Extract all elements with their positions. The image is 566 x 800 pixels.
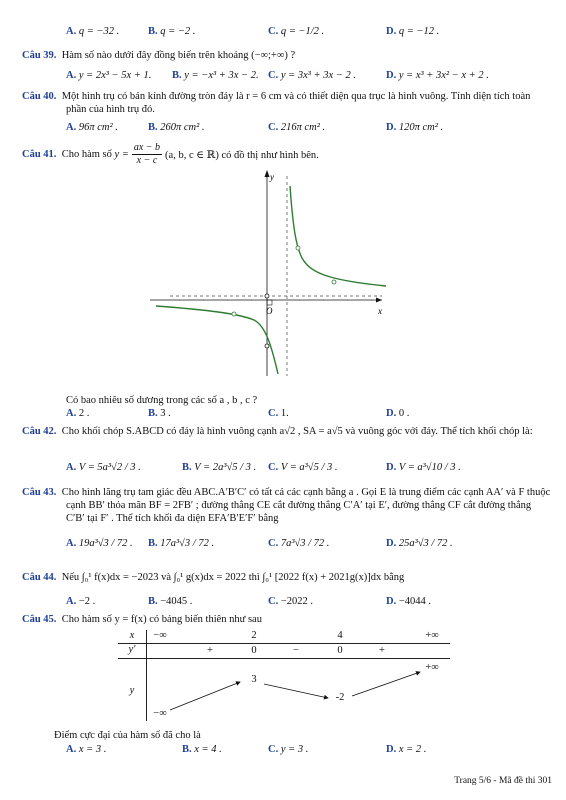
option-letter: D. (386, 70, 397, 81)
x-value: +∞ (425, 630, 439, 641)
option-text: V = a³√10 / 3 . (398, 462, 461, 473)
option-text: 96π cm² . (78, 122, 118, 133)
option-text: x = 4 . (194, 744, 222, 755)
question-41 (22, 142, 319, 167)
option-letter: C. (268, 122, 279, 133)
graph-point (296, 246, 300, 250)
fraction-numerator: ax − b (133, 142, 161, 153)
option-text: 7a³√3 / 72 . (280, 538, 330, 549)
row-label-y: y (129, 685, 135, 696)
option-letter: A. (66, 26, 77, 37)
q38-option-d[interactable] (386, 26, 439, 37)
q40-option-d[interactable] (386, 122, 443, 133)
q39-option-a[interactable] (66, 70, 151, 81)
q39-option-b[interactable] (172, 70, 259, 81)
x-value: 2 (251, 630, 257, 641)
option-letter: D. (386, 596, 397, 607)
graph-branch-right (290, 186, 386, 286)
yp-sign: + (379, 645, 385, 656)
option-letter: D. (386, 408, 397, 419)
option-text: 2 . (78, 408, 90, 419)
question-text: Nếu ∫₀¹ f(x)dx = −2023 và ∫₀¹ g(x)dx = 2022 thì ∫₀¹ [2022 f(x) + 2021g(x)]dx bằng (61, 572, 405, 583)
option-text: 216π cm² . (280, 122, 326, 133)
y-value: 3 (251, 674, 257, 685)
option-letter: B. (148, 408, 158, 419)
q43-option-a[interactable] (66, 538, 133, 549)
q40-option-c[interactable] (268, 122, 325, 133)
arrow-up (352, 672, 420, 696)
option-letter: D. (386, 462, 397, 473)
graph-point (265, 344, 269, 348)
q45-option-d[interactable] (386, 744, 426, 755)
option-letter: D. (386, 122, 397, 133)
y-axis-arrow (265, 170, 270, 177)
option-text: −2 . (78, 596, 96, 607)
option-text: V = 2a³√5 / 3 . (194, 462, 257, 473)
option-letter: B. (182, 744, 192, 755)
formula-y: y = (114, 149, 129, 160)
q38-option-c[interactable] (268, 26, 324, 37)
graph-point (232, 312, 236, 316)
q44-option-a[interactable] (66, 596, 95, 607)
option-letter: C. (268, 462, 279, 473)
option-letter: A. (66, 70, 77, 81)
variation-table (118, 630, 450, 721)
yp-sign: + (207, 645, 213, 656)
option-text: V = a³√5 / 3 . (280, 462, 338, 473)
question-text: Cho khối chóp S.ABCD có đáy là hình vuông cạnh a√2 , SA = a√5 và vuông góc với đáy. Thể tích khối chóp là: (61, 426, 533, 437)
question-44 (22, 572, 404, 583)
q41-subquestion (66, 395, 257, 406)
option-text: 120π cm² . (398, 122, 444, 133)
option-letter: D. (386, 26, 397, 37)
question-42 (22, 425, 552, 438)
option-letter: B. (172, 70, 182, 81)
question-label: Câu 40. (22, 91, 57, 102)
option-letter: A. (66, 462, 77, 473)
question-45 (22, 614, 262, 625)
y-value: −∞ (153, 708, 167, 719)
q38-option-a[interactable] (66, 26, 119, 37)
question-39 (22, 50, 295, 61)
option-letter: D. (386, 744, 397, 755)
q42-option-c[interactable] (268, 462, 337, 473)
question-text-after: (a, b, c ∈ ℝ) có đồ thị như hình bên. (165, 149, 319, 161)
option-letter: B. (148, 596, 158, 607)
q44-option-c[interactable] (268, 596, 313, 607)
q40-option-b[interactable] (148, 122, 205, 133)
question-text: Cho hàm số y = f(x) có bảng biến thiên như sau (61, 614, 262, 625)
y-axis-label: y (270, 172, 274, 182)
option-letter: C. (268, 70, 279, 81)
question-text: Cho hình lăng trụ tam giác đều ABC.A′B′C′ có tất cả các cạnh bằng a . Gọi E là trung điểm các cạnh AA′ và F thuộc cạnh BB′ thỏa mãn BF = 2FB′ ; đường thẳng CE cắt đường thẳng C′A′ tại E′, đường thẳng CF cắt đường thẳng C′B′ tại F′ . Thể tích khối đa diện EFA′B′E′F′ bằng (61, 487, 551, 524)
option-text: 260π cm² . (160, 122, 205, 133)
option-text: x = 2 . (398, 744, 427, 755)
q39-option-d[interactable] (386, 70, 489, 81)
option-letter: C. (268, 744, 279, 755)
question-text: Một hình trụ có bán kính đường tròn đáy là r = 6 cm và có thiết diện qua trục là hình vuông. Tính diện tích toàn phần của hình trụ đó. (61, 91, 531, 115)
option-letter: A. (66, 122, 77, 133)
row-label-yp: y′ (128, 644, 136, 655)
option-text: y = 2x³ − 5x + 1. (78, 70, 152, 81)
x-value: −∞ (153, 630, 167, 641)
option-letter: C. (268, 26, 279, 37)
origin-label: O (266, 306, 273, 316)
question-label: Câu 41. (22, 149, 57, 160)
q44-option-d[interactable] (386, 596, 431, 607)
graph-branch-left (156, 306, 278, 374)
question-label: Câu 39. (22, 50, 57, 61)
option-letter: A. (66, 538, 77, 549)
question-label: Câu 44. (22, 572, 57, 583)
option-text: q = −32 . (78, 26, 120, 37)
q43-option-c[interactable] (268, 538, 329, 549)
question-text: Hàm số nào dưới đây đồng biến trên khoảng (−∞;+∞) ? (61, 50, 296, 61)
y-value: -2 (335, 692, 345, 703)
graph-point (265, 294, 269, 298)
q41-option-d[interactable] (386, 408, 409, 419)
variation-arrows (118, 630, 450, 721)
question-label: Câu 42. (22, 426, 57, 437)
origin-marker (267, 300, 272, 305)
option-text: 0 . (398, 408, 410, 419)
option-text: −4044 . (398, 596, 432, 607)
option-text: q = −1/2 . (280, 26, 325, 37)
x-value: 4 (337, 630, 343, 641)
q44-option-b[interactable] (148, 596, 192, 607)
subquestion-text: Có bao nhiêu số dương trong các số a , b , c ? (66, 395, 258, 406)
yp-zero: 0 (337, 645, 343, 656)
q43-option-d[interactable] (386, 538, 453, 549)
option-text: −2022 . (280, 596, 314, 607)
option-text: y = 3x³ + 3x − 2 . (280, 70, 356, 81)
arrow-up (170, 682, 240, 710)
question-40 (22, 90, 552, 116)
q39-option-c[interactable] (268, 70, 356, 81)
row-label-x: x (129, 630, 135, 641)
option-letter: A. (66, 408, 77, 419)
option-text: V = 5a³√2 / 3 . (78, 462, 141, 473)
question-text: Cho hàm số (61, 149, 112, 160)
function-graph (150, 168, 390, 378)
fraction (132, 142, 162, 167)
option-letter: B. (148, 26, 158, 37)
option-text: 25a³√3 / 72 . (398, 538, 453, 549)
q41-option-c[interactable] (268, 408, 289, 419)
y-value: +∞ (425, 662, 439, 673)
option-text: 17a³√3 / 72 . (160, 538, 215, 549)
q45-option-b[interactable] (182, 744, 222, 755)
option-text: y = −x³ + 3x − 2. (184, 70, 259, 81)
arrow-down (264, 684, 328, 698)
option-letter: B. (182, 462, 192, 473)
option-letter: B. (148, 538, 158, 549)
q40-option-a[interactable] (66, 122, 118, 133)
option-letter: C. (268, 538, 279, 549)
option-text: y = 3 . (280, 744, 309, 755)
option-text: 3 . (160, 408, 171, 419)
q42-option-d[interactable] (386, 462, 461, 473)
q43-option-b[interactable] (148, 538, 214, 549)
option-text: 19a³√3 / 72 . (78, 538, 133, 549)
fraction-denominator: x − c (136, 155, 158, 166)
option-text: −4045 . (160, 596, 193, 607)
page-footer: Trang 5/6 - Mã đề thi 301 (454, 776, 552, 786)
q38-option-b[interactable] (148, 26, 195, 37)
yp-zero: 0 (251, 645, 257, 656)
option-text: 1. (280, 408, 289, 419)
x-axis-label: x (378, 306, 382, 316)
q45-subquestion (54, 730, 201, 741)
option-text: q = −12 . (398, 26, 440, 37)
option-letter: C. (268, 408, 279, 419)
question-label: Câu 45. (22, 614, 57, 625)
option-letter: A. (66, 744, 77, 755)
option-letter: C. (268, 596, 279, 607)
subquestion-text: Điểm cực đại của hàm số đã cho là (54, 730, 201, 741)
x-axis-arrow (376, 298, 382, 303)
question-43 (22, 486, 552, 525)
q41-option-a[interactable] (66, 408, 89, 419)
graph-point (332, 280, 336, 284)
question-label: Câu 43. (22, 487, 57, 498)
option-letter: A. (66, 596, 77, 607)
q45-option-a[interactable] (66, 744, 106, 755)
option-text: y = x³ + 3x² − x + 2 . (398, 70, 489, 81)
q42-option-b[interactable] (182, 462, 256, 473)
q41-option-b[interactable] (148, 408, 171, 419)
q45-option-c[interactable] (268, 744, 308, 755)
option-text: x = 3 . (78, 744, 107, 755)
option-letter: B. (148, 122, 158, 133)
yp-sign: − (293, 645, 299, 656)
q42-option-a[interactable] (66, 462, 141, 473)
option-letter: D. (386, 538, 397, 549)
option-text: q = −2 . (160, 26, 196, 37)
